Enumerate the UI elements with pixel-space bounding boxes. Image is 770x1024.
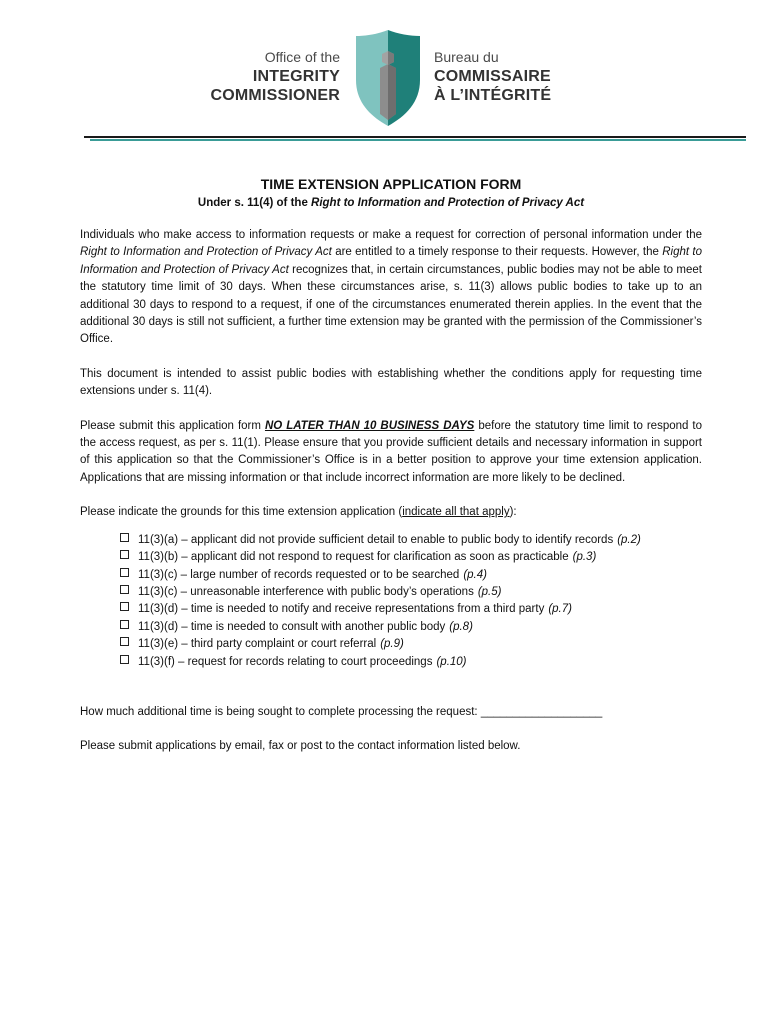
- checkbox[interactable]: [120, 602, 129, 611]
- checkbox[interactable]: [120, 637, 129, 646]
- grounds-item: 11(3)(d) – time is needed to consult with another public body (p.8): [120, 619, 702, 636]
- checkbox[interactable]: [120, 533, 129, 542]
- office-name-french: Bureau du COMMISSAIRE À L’INTÉGRITÉ: [434, 49, 552, 104]
- page-title: TIME EXTENSION APPLICATION FORM: [260, 176, 522, 192]
- grounds-item: 11(3)(c) – large number of records requested or to be searched (p.4): [120, 567, 702, 584]
- grounds-item: 11(3)(c) – unreasonable interference with public body’s operations (p.5): [120, 584, 702, 601]
- deadline-emphasis: NO LATER THAN 10 BUSINESS DAYS: [264, 419, 475, 432]
- grounds-item: 11(3)(a) – applicant did not provide sufficient detail to enable to public body to identify records (p.2): [120, 532, 702, 549]
- header-divider-accent: [90, 139, 746, 141]
- submit-note: Please submit applications by email, fax or post to the contact information listed below.: [80, 740, 521, 753]
- deadline-paragraph: Please submit this application form NO LATER THAN 10 BUSINESS DAYS before the statutory time limit to respond to the access request, as per s. 11(1). Please ensure that you provide sufficient details and necessary information in support of this application so that the Commissioner’s Office is in a better position to approve your time extension application. Applications that are missing information or that include incorrect information are more likely to be declined.: [80, 419, 702, 484]
- grounds-instruction: Please indicate the grounds for this time extension application (indicate all that apply):: [80, 506, 517, 519]
- checkbox[interactable]: [120, 585, 129, 594]
- grounds-item: 11(3)(b) – applicant did not respond to request for clarification as soon as practicable (p.3): [120, 549, 702, 566]
- grounds-item: 11(3)(f) – request for records relating to court proceedings (p.10): [120, 654, 702, 671]
- grounds-item: 11(3)(d) – time is needed to notify and receive representations from a third party (p.7): [120, 601, 702, 618]
- checkbox[interactable]: [120, 568, 129, 577]
- checkbox[interactable]: [120, 655, 129, 664]
- office-name-english: Office of the INTEGRITY COMMISSIONER: [210, 49, 340, 104]
- grounds-checklist: [120, 532, 702, 671]
- letterhead: [0, 28, 770, 128]
- additional-time-field[interactable]: ___________________: [480, 705, 603, 718]
- additional-time-question: How much additional time is being sought to complete processing the request: ___________________: [80, 705, 603, 718]
- purpose-paragraph: This document is intended to assist public bodies with establishing whether the conditions apply for requesting time extensions under s. 11(4).: [80, 367, 702, 398]
- shield-logo-icon: [352, 28, 424, 128]
- checkbox[interactable]: [120, 620, 129, 629]
- header-divider: [84, 136, 746, 138]
- form-body: [80, 176, 702, 773]
- page-subtitle: Under s. 11(4) of the Right to Information and Protection of Privacy Act: [197, 197, 585, 209]
- checkbox[interactable]: [120, 550, 129, 559]
- grounds-item: 11(3)(e) – third party complaint or court referral (p.9): [120, 636, 702, 653]
- intro-paragraph: Individuals who make access to information requests or make a request for correction of personal information under the Right to Information and Protection of Privacy Act are entitled to a timely response to their requests. However, the Right to Information and Protection of Privacy Act recognizes that, in certain circumstances, public bodies may not be able to meet the statutory time limit of 30 days. When these circumstances arise, s. 11(3) allows public bodies to take up to an additional 30 days to respond to a request, if one of the circumstances enumerated therein applies. In the event that the additional 30 days is still not sufficient, a further time extension may be granted with the permission of the Commissioner’s Office.: [80, 229, 703, 346]
